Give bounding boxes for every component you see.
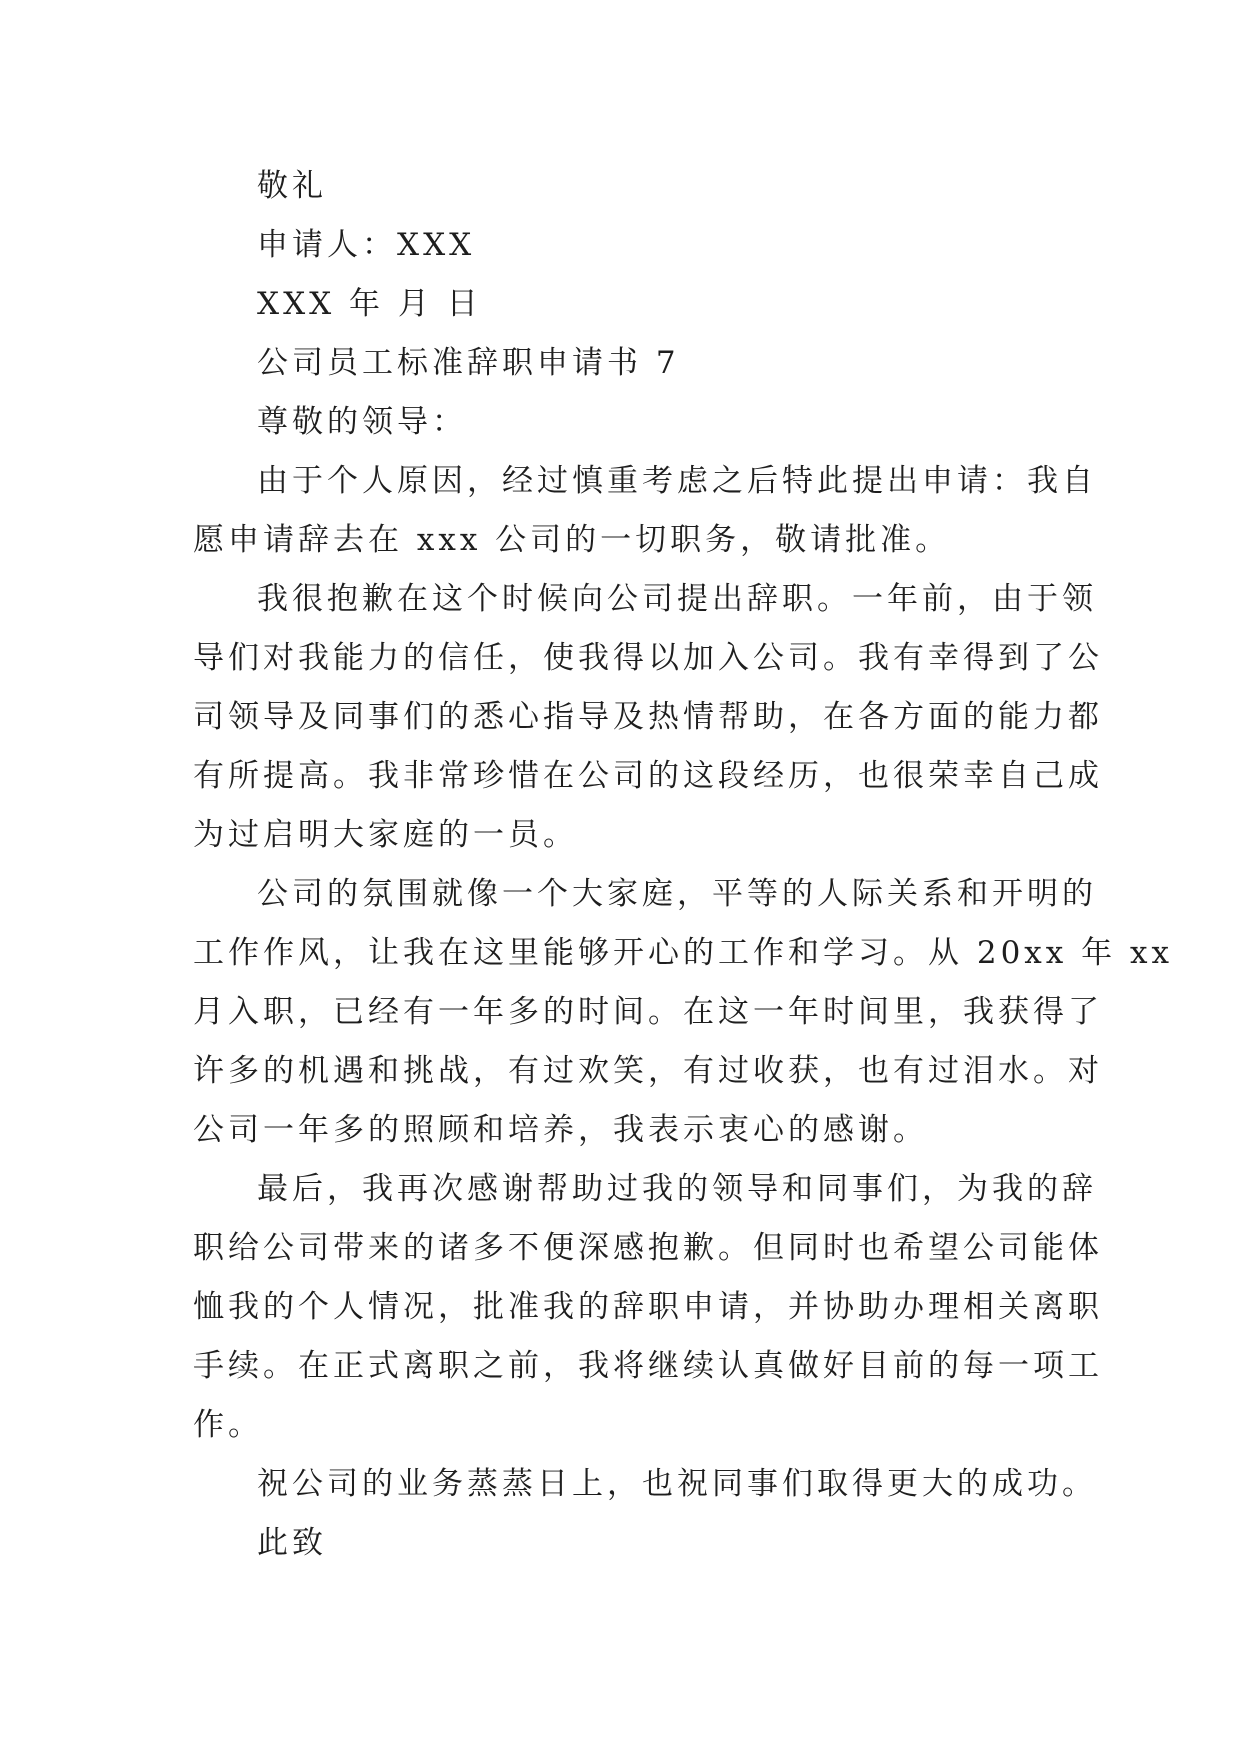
- paragraph-line: 导们对我能力的信任，使我得以加入公司。我有幸得到了公: [193, 640, 1103, 676]
- paragraph-line: 手续。在正式离职之前，我将继续认真做好目前的每一项工: [193, 1348, 1103, 1384]
- paragraph-line: 作。: [193, 1407, 263, 1443]
- paragraph-line: 许多的机遇和挑战，有过欢笑，有过收获，也有过泪水。对: [193, 1053, 1103, 1089]
- wish-line: 祝公司的业务蒸蒸日上，也祝同事们取得更大的成功。: [257, 1466, 1097, 1502]
- paragraph-line: 公司的氛围就像一个大家庭，平等的人际关系和开明的: [257, 876, 1097, 912]
- paragraph-line: 由于个人原因，经过慎重考虑之后特此提出申请：我自: [257, 463, 1097, 499]
- paragraph-line: 职给公司带来的诸多不便深感抱歉。但同时也希望公司能体: [193, 1230, 1103, 1266]
- paragraph-line: 公司一年多的照顾和培养，我表示衷心的感谢。: [193, 1112, 928, 1148]
- paragraph-line: 愿申请辞去在 xxx 公司的一切职务，敬请批准。: [193, 522, 951, 558]
- paragraph-line: 司领导及同事们的悉心指导及热情帮助，在各方面的能力都: [193, 699, 1103, 735]
- paragraph-line: 月入职，已经有一年多的时间。在这一年时间里，我获得了: [193, 994, 1103, 1030]
- closing-start: 此致: [257, 1525, 327, 1561]
- paragraph-line: 最后，我再次感谢帮助过我的领导和同事们，为我的辞: [257, 1171, 1097, 1207]
- paragraph-line: 有所提高。我非常珍惜在公司的这段经历，也很荣幸自己成: [193, 758, 1103, 794]
- section-title: 公司员工标准辞职申请书 7: [257, 345, 680, 381]
- salutation: 尊敬的领导：: [257, 404, 467, 440]
- paragraph-line: 恤我的个人情况，批准我的辞职申请，并协助办理相关离职: [193, 1289, 1103, 1325]
- paragraph-line: 为过启明大家庭的一员。: [193, 817, 578, 853]
- closing-regards: 敬礼: [257, 168, 327, 204]
- paragraph-line: 我很抱歉在这个时候向公司提出辞职。一年前，由于领: [257, 581, 1097, 617]
- paragraph-line: 工作作风，让我在这里能够开心的工作和学习。从 20xx 年 xx: [193, 935, 1173, 971]
- date-line: XXX 年 月 日: [257, 286, 482, 322]
- applicant-line: 申请人：XXX: [257, 227, 476, 263]
